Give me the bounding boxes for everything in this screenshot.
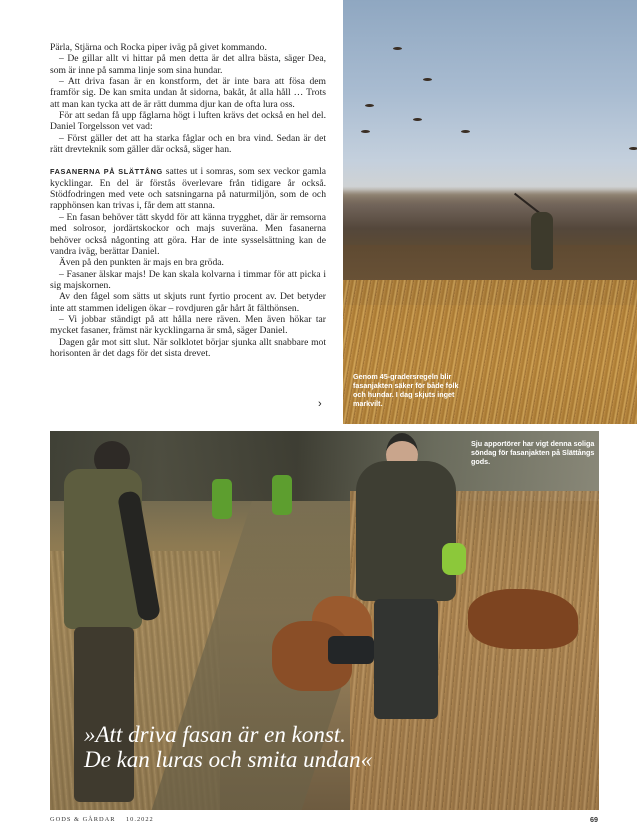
- footer-publication: [50, 816, 154, 823]
- photo-caption-bottom: Sju apportörer har vigt denna soliga söndag för fasanjakten på Slättångs gods.: [471, 439, 595, 466]
- issue-number: 10.2022: [125, 816, 154, 823]
- dog-vest: [328, 636, 374, 664]
- hunter-figure: [531, 212, 553, 270]
- woman-legs: [374, 599, 438, 719]
- article-paragraph: För att sedan få upp fåglarna högt i luften krävs det också en hel del. Daniel Torgelsson vet vad:: [50, 110, 326, 133]
- pheasant-bird: [365, 104, 374, 107]
- article-paragraph: – De gillar allt vi hittar på men detta är det allra bästa, säger Dea, som är inne på samma linje som sina hundar.: [50, 53, 326, 76]
- spaniel-dog: [468, 589, 578, 649]
- pheasant-bird: [629, 147, 637, 150]
- article-paragraph: Av den fågel som sätts ut skjuts runt fyrtio procent av. Det betyder inte att stammen ideligen ökar – rovdjuren går hårt åt fälthönsen.: [50, 291, 326, 314]
- photo-treeline: [343, 190, 637, 245]
- hunter-hi-vis: [212, 479, 232, 519]
- article-paragraph: – Först gäller det att ha starka fåglar och en bra vind. Sedan är det rätt drevteknik som gäller där också, säger han.: [50, 132, 326, 156]
- pull-quote: [84, 722, 504, 772]
- section-lead-in: FASANERNA PÅ SLÄTTÅNG: [50, 167, 163, 177]
- article-paragraph: – Vi jobbar ständigt på att hålla nere räven. Men även hökar tar mycket fasaner, främst när kycklingarna är små, säger Daniel.: [50, 313, 326, 337]
- continue-chevron-icon: ›: [318, 398, 322, 410]
- pheasant-bird: [461, 130, 470, 133]
- article-section-paragraph: [50, 166, 326, 211]
- article-paragraph: Pärla, Stjärna och Rocka piper iväg på givet kommando.: [50, 42, 267, 53]
- man-legs: [74, 627, 134, 802]
- woman-coat: [356, 461, 456, 601]
- pheasant-bird: [361, 130, 370, 133]
- magazine-name: GODS & GÅRDAR: [50, 816, 116, 823]
- dog-bag-icon: [442, 543, 466, 575]
- article-body: [50, 42, 326, 359]
- hunter-hi-vis: [272, 475, 292, 515]
- pull-quote-line: De kan luras och smita undan«: [84, 747, 373, 772]
- article-paragraph: Även på den punkten är majs en bra gröda.: [59, 257, 224, 269]
- page-number: 69: [590, 815, 598, 824]
- pheasant-bird: [413, 118, 422, 121]
- article-paragraph: – Fasaner älskar majs! De kan skala kolvarna i timmar för att picka i sig majskornen.: [50, 268, 326, 291]
- pheasant-bird: [393, 47, 402, 50]
- article-paragraph: Dagen går mot sitt slut. När solklotet börjar sjunka allt snabbare mot horisonten är det dags för det sista drevet.: [50, 336, 326, 359]
- pheasant-bird: [423, 78, 432, 81]
- pheasant-hunt-photo: [343, 0, 637, 424]
- photo-caption-top: Genom 45-gradersregeln blir fasanjakten säker för både folk och hundar. I dag skjuts inget markvilt.: [353, 372, 459, 408]
- article-paragraph: – Att driva fasan är en konstform, det är inte bara att fösa dem framför sig. De kan smita undan åt sidorna, bakåt, åt alla håll … Trots att man kan tycka att de är rätt dumma djur kan de ofta lura oss.: [50, 76, 326, 110]
- section-lead-text: sattes ut i somras, som sex veckor gamla kycklingar. En del är förstås överlevare från tidigare år också. Stödfodringen med vete och satsningarna på naturmiljön, som de och rapphönsen kan trivas i, får dem att stanna.: [50, 166, 326, 212]
- pull-quote-line: »Att driva fasan är en konst.: [84, 722, 346, 747]
- article-paragraph: – En fasan behöver tätt skydd för att känna trygghet, där är remsorna med solrosor, jordärtskockor och majs suveräna. Men fasanerna behöver också någonting att göra. Har de inte sysselsättning kan de vandra iväg, berättar Daniel.: [50, 211, 326, 257]
- woman-figure: [346, 431, 476, 731]
